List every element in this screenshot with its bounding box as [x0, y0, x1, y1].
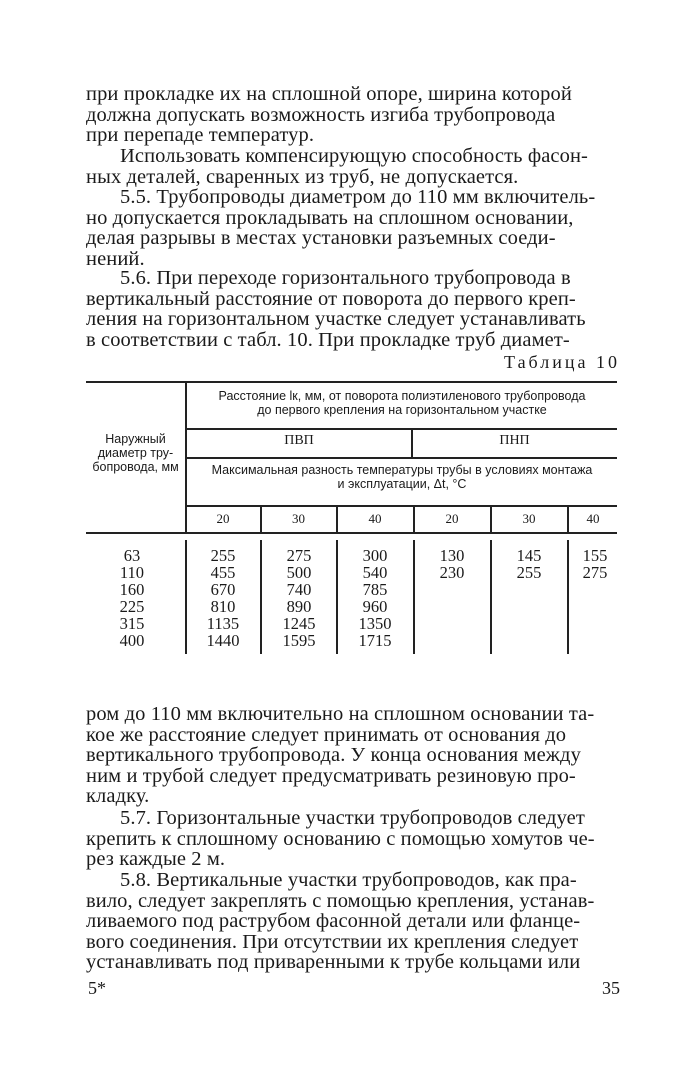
body-divider — [413, 540, 415, 654]
diameter-column: 63 110 160 225 315 400 — [119, 546, 145, 651]
temp-rule — [186, 457, 617, 459]
value-column-pvp-40: 300 540 785 960 1350 1715 — [358, 546, 392, 651]
values-rule — [186, 505, 617, 507]
group-header-pnp: ПНП — [499, 433, 530, 448]
temp-cell: 40 — [586, 511, 600, 526]
temp-cell: 20 — [445, 511, 459, 526]
group-rule — [186, 428, 617, 430]
temp-cell: 30 — [522, 511, 536, 526]
temp-cell: 30 — [292, 511, 305, 526]
table-caption: Таблица 10 — [504, 352, 620, 372]
body-divider — [336, 540, 338, 654]
row-header: Наружный диаметр тру- бопровода, мм — [92, 432, 179, 474]
table-top-rule — [86, 381, 617, 383]
value-column-pnp-40: 155 275 — [582, 546, 608, 583]
body-divider — [260, 540, 262, 654]
paragraph-5-6: 5.6. При переходе горизонтального трубопровода в вертикальный расстояние от поворота до первого креп- ления на горизонтальном участке следует устанавливать в соответствии с табл. 10. При прокладке труб диамет- — [86, 267, 586, 351]
value-column-pnp-30: 145 255 — [516, 546, 542, 583]
stub-divider — [185, 382, 187, 532]
header-bottom-rule — [86, 532, 617, 534]
value-column-pvp-30: 275 500 740 890 1245 1595 — [282, 546, 316, 651]
paragraph-5-5: 5.5. Трубопроводы диаметром до 110 мм включитель- но допускается прокладывать на сплошном основании, делая разрывы в местах установки разъемных соеди- нений. — [86, 186, 596, 270]
group-header-pvp: ПВП — [284, 433, 314, 448]
paragraph-5-8: 5.8. Вертикальные участки трубопроводов, как пра- вило, следует закреплять с помощью крепления, устанав- ливаемого под раструбом фасонной детали или фланце- вого соединения. При отсутствии их крепления следует устанавливать под приваренными к трубе кольцами или — [86, 869, 595, 974]
paragraph-compensation: Использовать компенсирующую способность фасон- ных деталей, сваренных из труб, не допускается. — [86, 145, 588, 188]
body-divider — [490, 540, 492, 654]
paragraph-5-6-continued: ром до 110 мм включительно на сплошном основании та- кое же расстояние следует принимать от основания до вертикального трубопровода. У конца основания между ним и трубой следует предусматривать резиновую про- кладку. — [86, 703, 595, 808]
body-divider — [567, 540, 569, 654]
temp-cell: 40 — [368, 511, 382, 526]
value-column-pvp-20: 255 455 670 810 1135 1440 — [206, 546, 240, 651]
temp-header: Максимальная разность температуры трубы в условиях монтажа и эксплуатации, Δt, °С — [211, 463, 593, 491]
value-column-pnp-20: 130 230 — [439, 546, 465, 583]
page-number: 35 — [602, 978, 620, 998]
paragraph-5-7: 5.7. Горизонтальные участки трубопроводов следует крепить к сплошному основанию с помощью хомутов че- рез каждые 2 м. — [86, 807, 595, 871]
body-divider — [185, 540, 187, 654]
temp-cell: 20 — [216, 511, 230, 526]
paragraph-continuation: при прокладке их на сплошной опоре, ширина которой должна допускать возможность изгиба трубопровода при перепаде температур. — [86, 83, 572, 147]
signature-mark: 5* — [88, 978, 106, 998]
distance-header: Расстояние lк, мм, от поворота полиэтиленового трубопровода до первого крепления на горизонтальном участке — [218, 389, 586, 417]
